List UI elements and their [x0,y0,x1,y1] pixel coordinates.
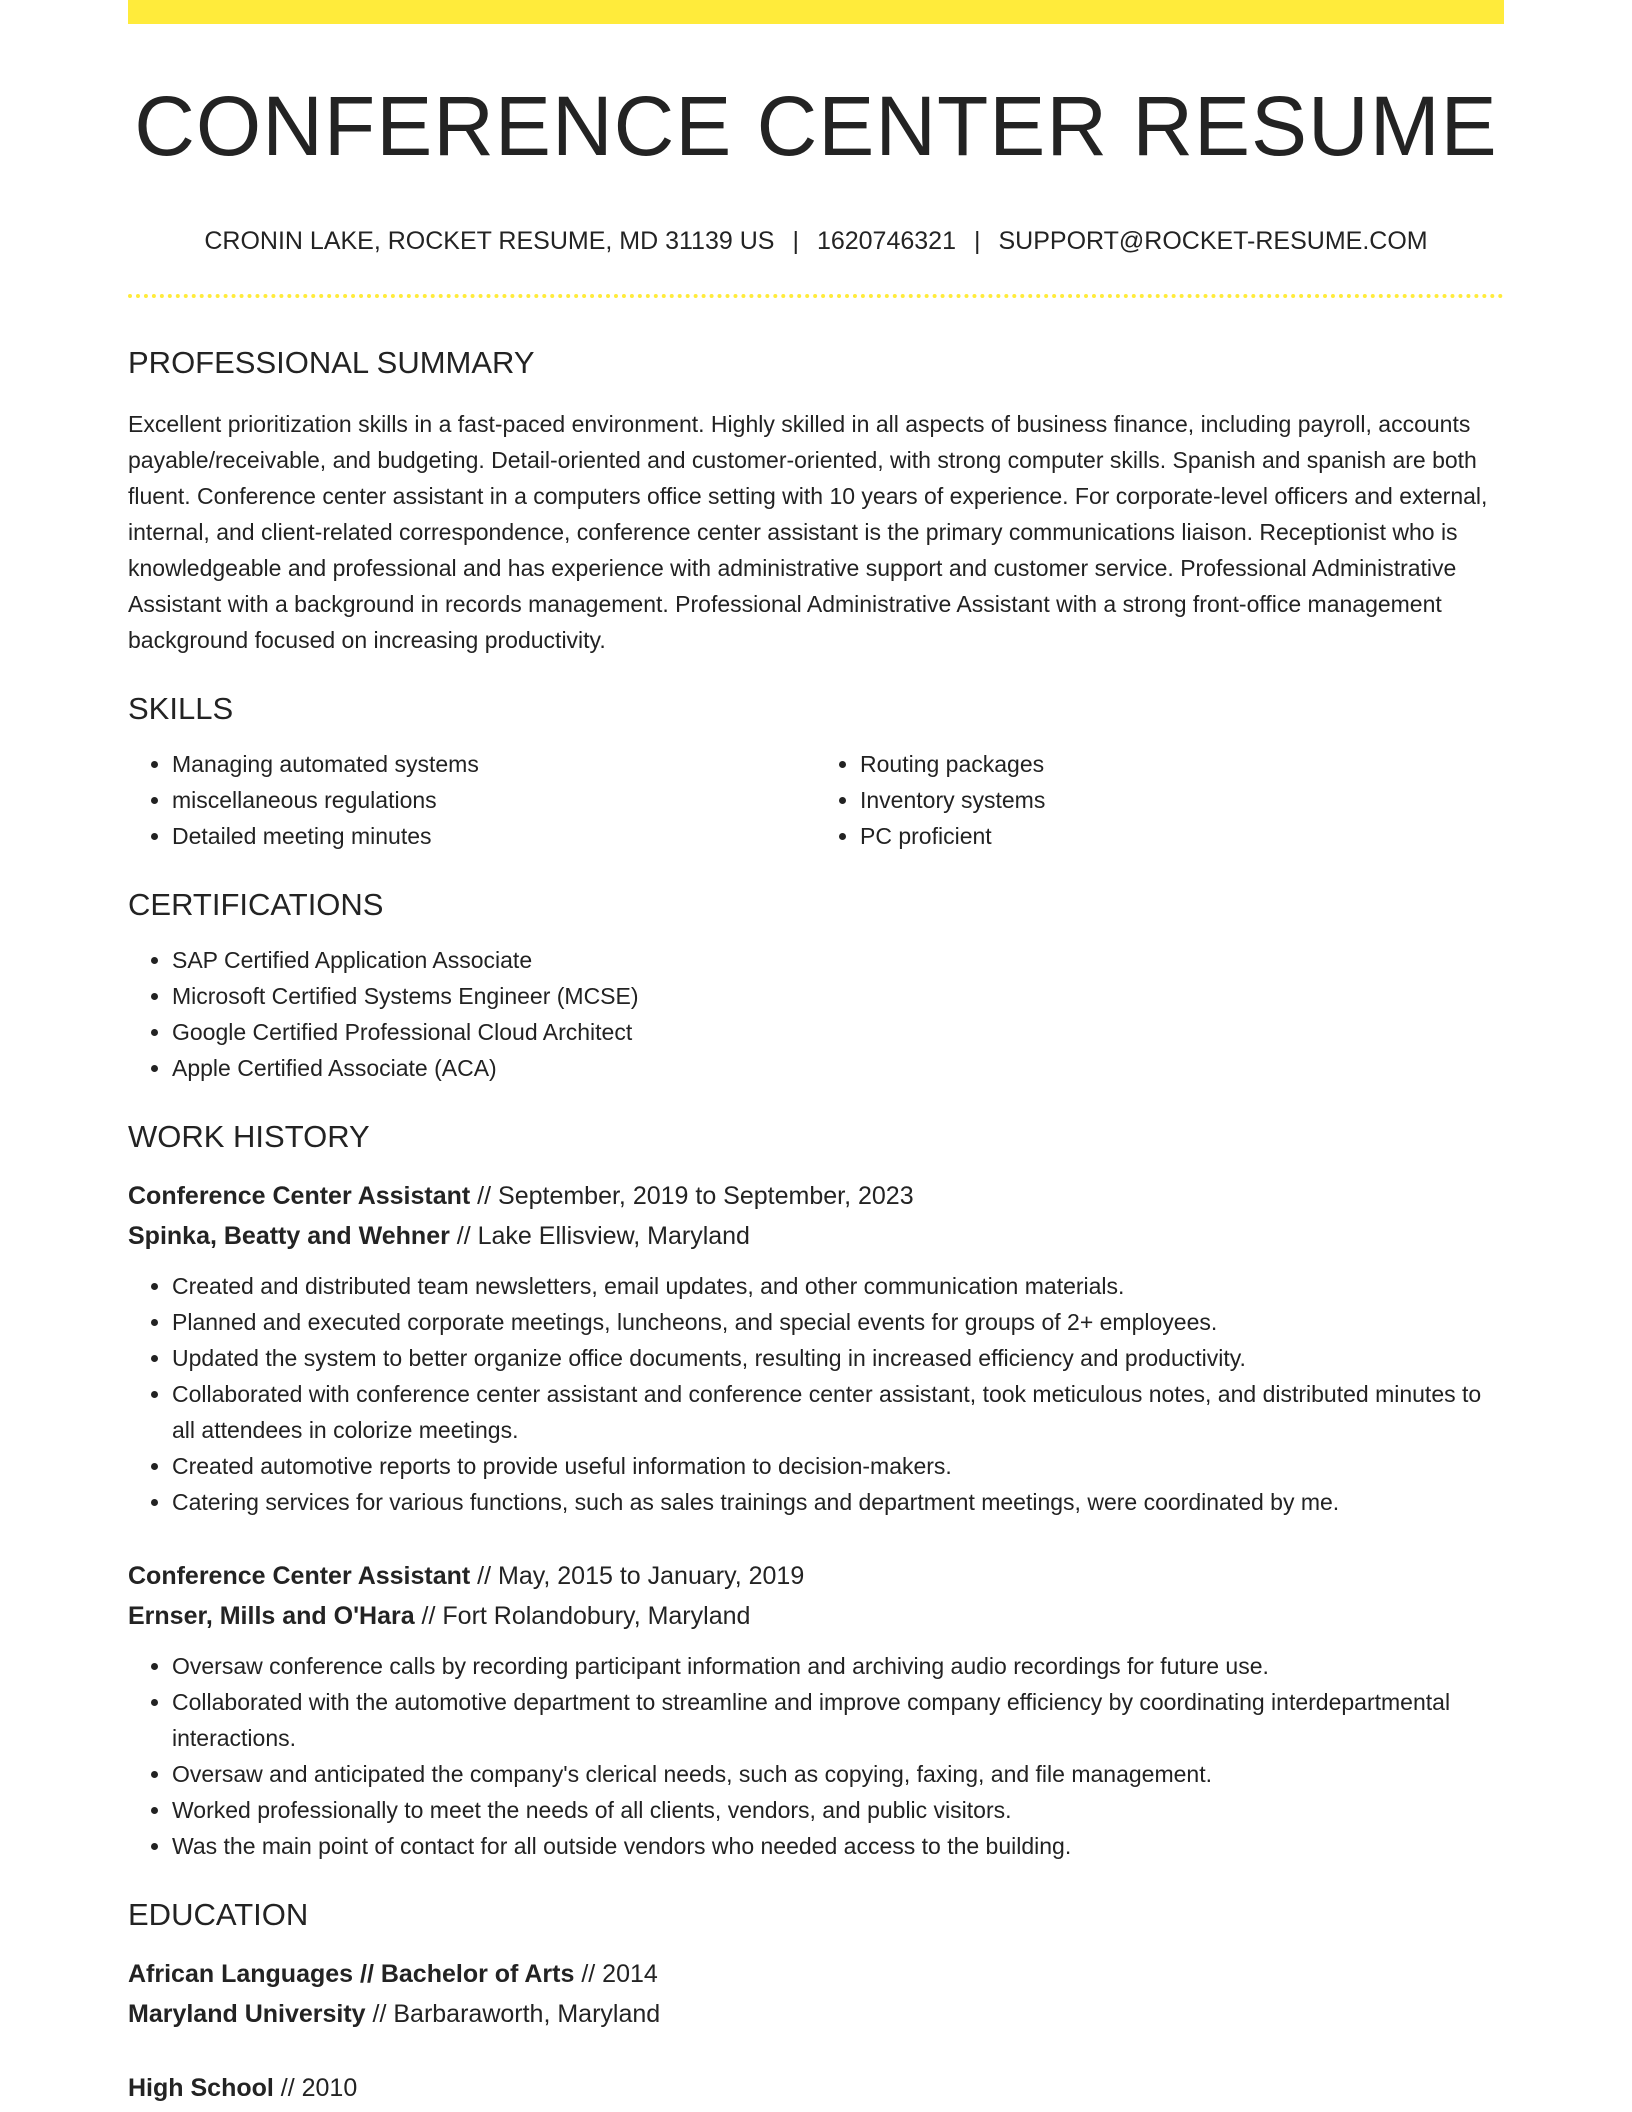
contact-email: SUPPORT@ROCKET-RESUME.COM [998,227,1428,255]
contact-line [128,226,1504,256]
work-history-section [128,1120,1504,1864]
skills-heading: SKILLS [128,691,234,727]
education-entry [128,1954,1504,2034]
job-title: Conference Center Assistant [128,1562,471,1591]
job-entry [128,1176,1504,1520]
education-entry [128,2068,1504,2108]
job-bullet: • Created automotive reports to provide useful information to decision-makers. [172,1448,1504,1484]
dotted-divider [128,294,1504,298]
education-year: // 2014 [574,1960,658,1989]
skill-item: • Routing packages [860,746,1504,782]
job-location: // Fort Rolandobury, Maryland [414,1602,751,1631]
skill-item: • Managing automated systems [172,746,816,782]
education-section [128,1898,1504,2108]
job-company: Ernser, Mills and O'Hara [128,1602,415,1631]
education-heading: EDUCATION [128,1897,309,1933]
resume-title: CONFERENCE CENTER RESUME [134,79,1498,173]
job-company-line [128,1216,1504,1256]
job-bullet: • Was the main point of contact for all outside vendors who needed access to the building. [172,1828,1504,1864]
skills-grid [128,746,1504,854]
education-year: // 2010 [273,2074,358,2103]
skill-item: • Detailed meeting minutes [172,818,816,854]
job-bullet: • Collaborated with the automotive department to streamline and improve company efficiency by coordinating interdepartmental interactions. [172,1684,1504,1756]
summary-heading: PROFESSIONAL SUMMARY [128,345,535,380]
education-location: // Barbaraworth, Maryland [365,2000,661,2029]
education-degree: High School [128,2074,274,2103]
education-degree-line [128,1954,1504,1994]
skills-section [128,692,1504,854]
skills-right-list [816,746,1504,854]
education-school-line [128,1994,1504,2034]
certification-item: • SAP Certified Application Associate [172,942,1504,978]
summary-section [128,346,1504,658]
certifications-section [128,888,1504,1086]
job-title-line [128,1556,1504,1596]
job-dates: // September, 2019 to September, 2023 [470,1182,914,1211]
job-bullet: • Catering services for various functions, such as sales trainings and department meetings, were coordinated by me. [172,1484,1504,1520]
job-title-line [128,1176,1504,1216]
certifications-heading: CERTIFICATIONS [128,887,384,923]
job-bullet: • Oversaw conference calls by recording participant information and archiving audio recordings for future use. [172,1648,1504,1684]
job-bullet: • Updated the system to better organize office documents, resulting in increased efficiency and productivity. [172,1340,1504,1376]
skill-item: • miscellaneous regulations [172,782,816,818]
job-bullets [128,1268,1504,1520]
skills-left-list [128,746,816,854]
skill-item: • PC proficient [860,818,1504,854]
job-location: // Lake Ellisview, Maryland [449,1222,750,1251]
contact-address: CRONIN LAKE, ROCKET RESUME, MD 31139 US [204,227,775,255]
job-entry [128,1556,1504,1864]
job-bullets [128,1648,1504,1864]
job-bullet: • Collaborated with conference center assistant and conference center assistant, took meticulous notes, and distributed minutes to all attendees in colorize meetings. [172,1376,1504,1448]
job-company-line [128,1596,1504,1636]
education-school: Maryland University [128,2000,366,2029]
job-bullet: • Worked professionally to meet the needs of all clients, vendors, and public visitors. [172,1792,1504,1828]
skill-item: • Inventory systems [860,782,1504,818]
work-history-heading: WORK HISTORY [128,1119,370,1155]
certification-item: • Apple Certified Associate (ACA) [172,1050,1504,1086]
certifications-list [128,942,1504,1086]
job-bullet: • Created and distributed team newsletters, email updates, and other communication materials. [172,1268,1504,1304]
contact-separator: | [973,227,981,255]
education-degree-line [128,2068,1504,2108]
job-title: Conference Center Assistant [128,1182,471,1211]
job-bullet: • Oversaw and anticipated the company's clerical needs, such as copying, faxing, and file management. [172,1756,1504,1792]
job-bullet: • Planned and executed corporate meetings, luncheons, and special events for groups of 2+ employees. [172,1304,1504,1340]
resume-page [128,0,1504,2108]
contact-phone: 1620746321 [816,227,956,255]
certification-item: • Google Certified Professional Cloud Architect [172,1014,1504,1050]
job-dates: // May, 2015 to January, 2019 [470,1562,805,1591]
job-company: Spinka, Beatty and Wehner [128,1222,450,1251]
certification-item: • Microsoft Certified Systems Engineer (MCSE) [172,978,1504,1014]
summary-text: Excellent prioritization skills in a fast-paced environment. Highly skilled in all aspects of business finance, including payroll, accounts payable/receivable, and budgeting. Detail-oriented and customer-oriented, with strong computer skills. Spanish and spanish are both fluent. Conference center assistant in a computers office setting with 10 years of experience. For corporate-level officers and external, internal, and client-related correspondence, conference center assistant is the primary communications liaison. Receptionist who is knowledgeable and professional and has experience with administrative support and customer service. Professional Administrative Assistant with a background in records management. Professional Administrative Assistant with a strong front-office management background focused on increasing productivity. [128,411,1488,654]
education-degree: African Languages // Bachelor of Arts [128,1960,575,1989]
contact-separator: | [792,227,799,255]
top-accent-bar [128,0,1504,24]
